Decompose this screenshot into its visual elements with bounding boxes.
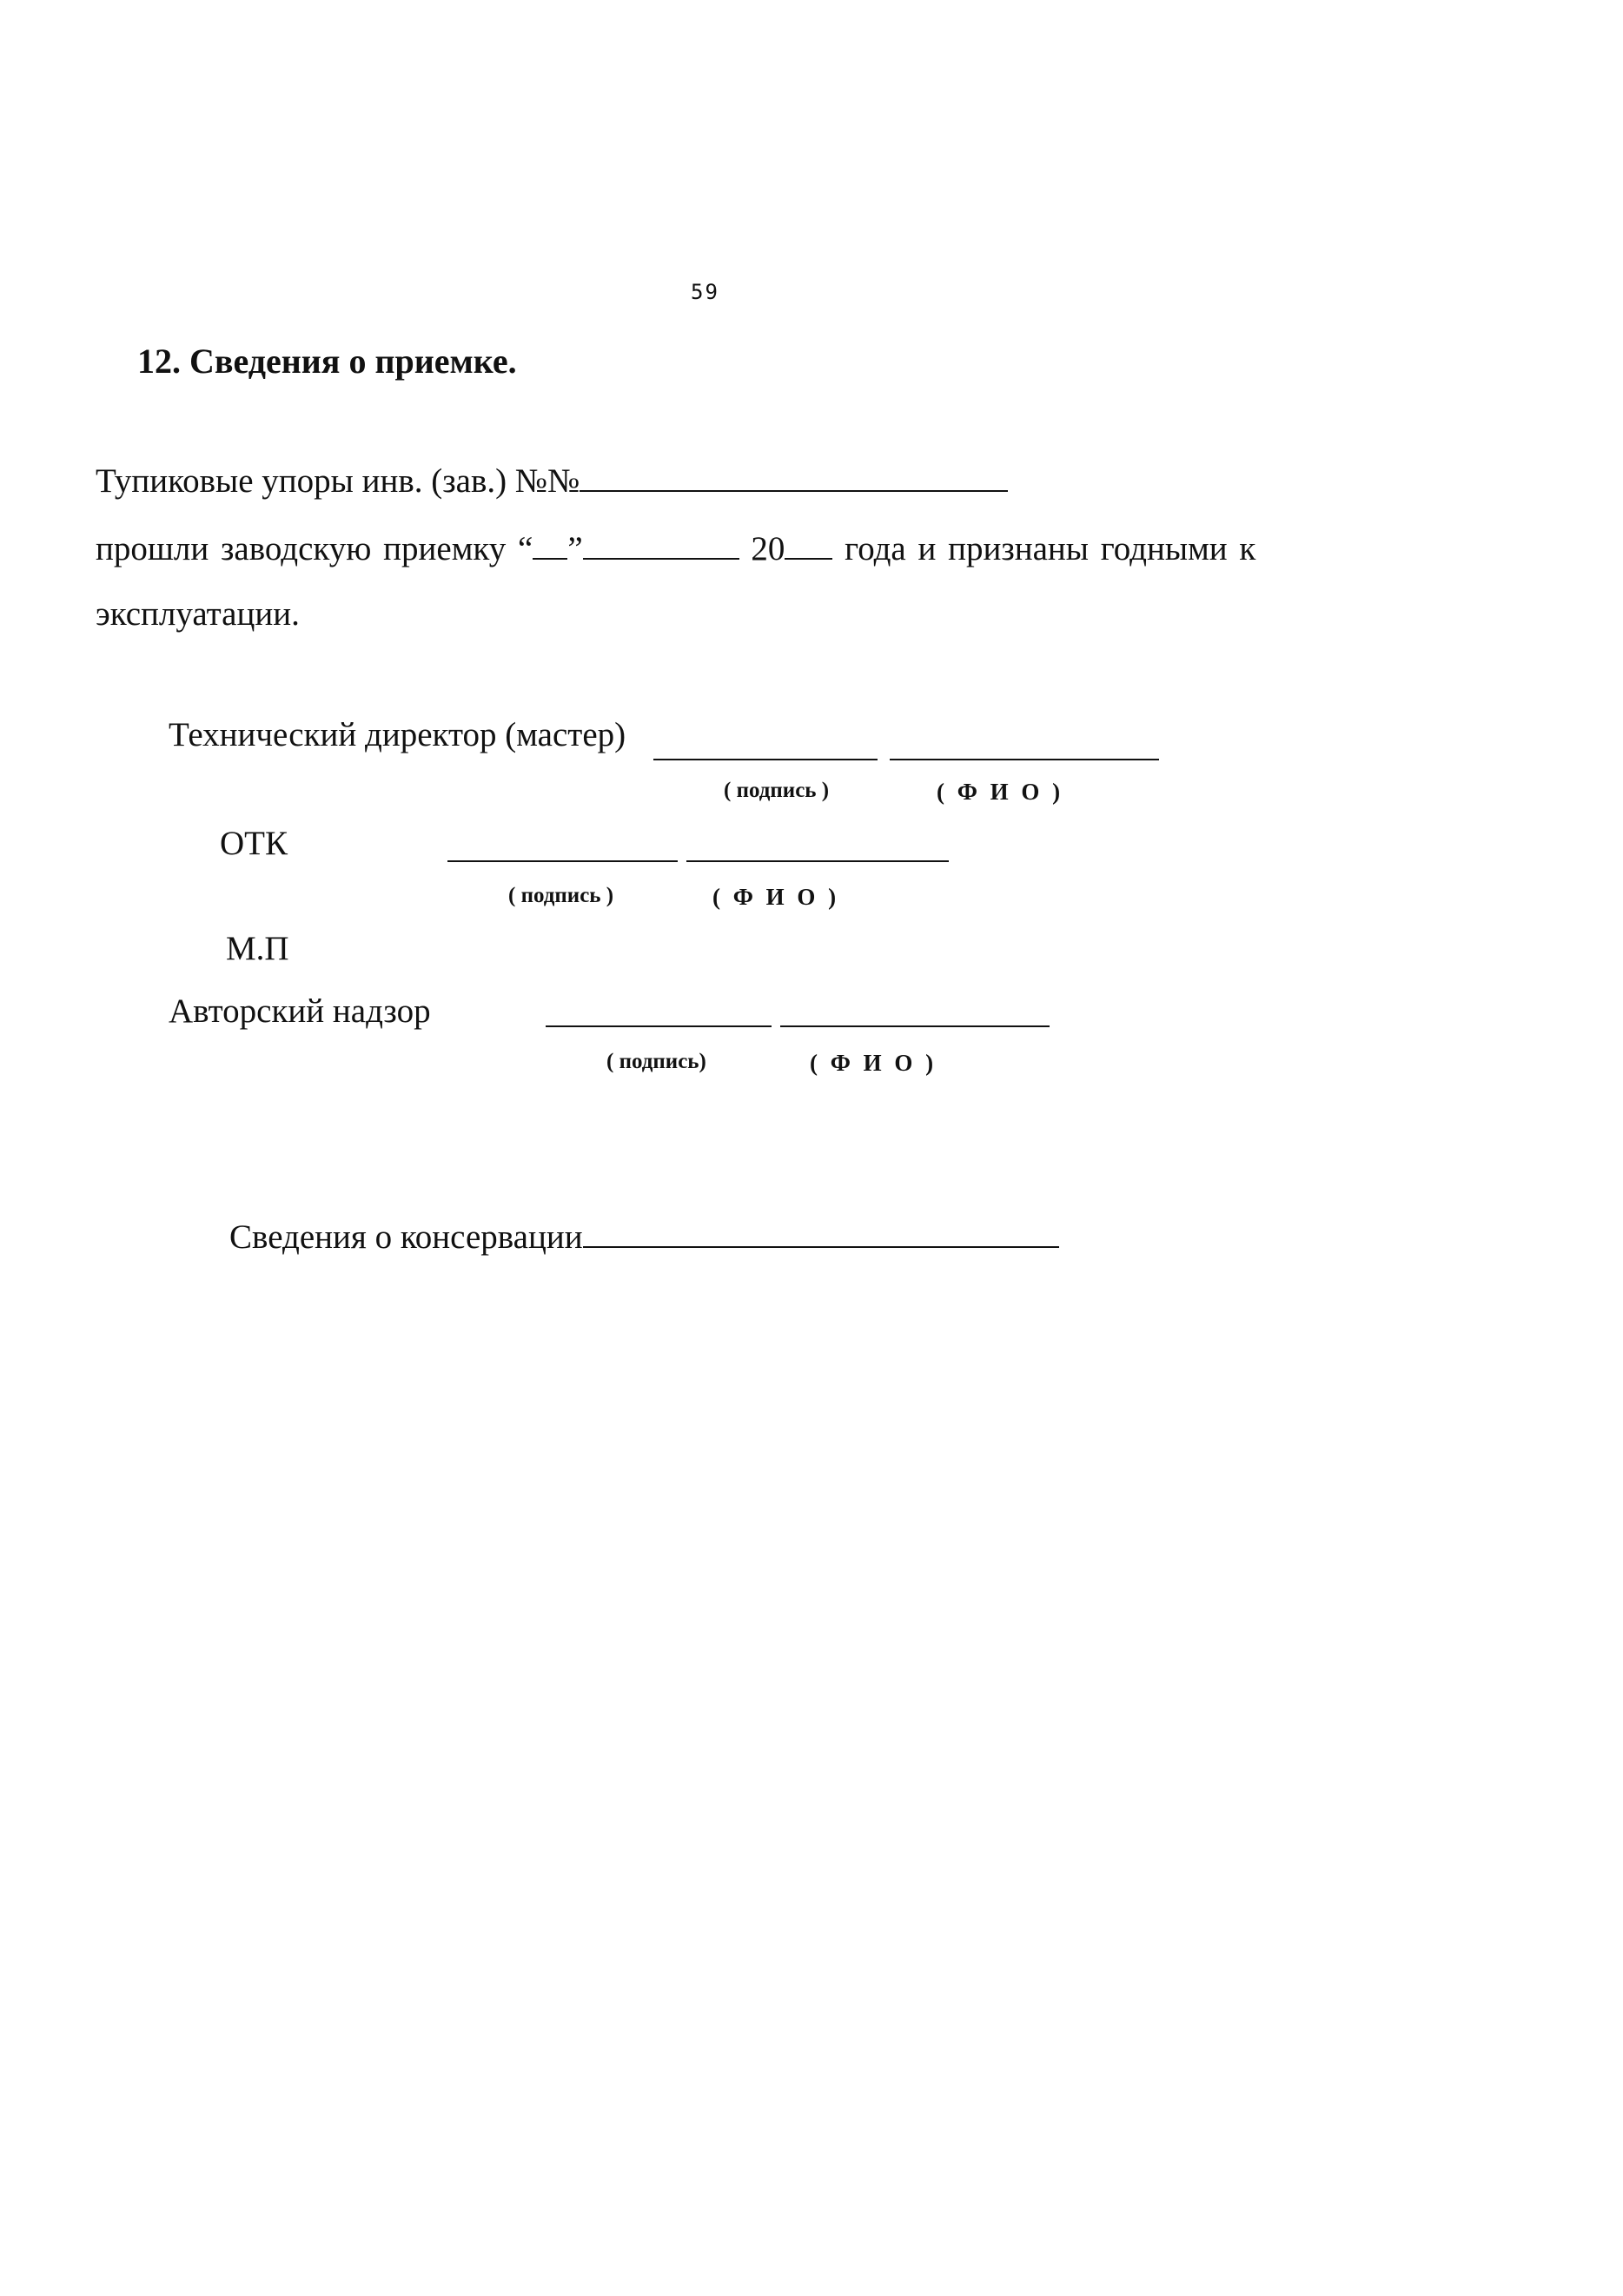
tech-director-fio-caption: ( Ф И О ) bbox=[937, 779, 1064, 805]
otk-fio-caption: ( Ф И О ) bbox=[712, 884, 840, 910]
acceptance-year-prefix: 20 bbox=[751, 530, 785, 567]
acceptance-date-prefix: прошли заводскую приемку “ bbox=[96, 530, 533, 567]
author-supervision-signature-field[interactable] bbox=[546, 1025, 772, 1027]
acceptance-line-3: эксплуатации. bbox=[96, 595, 300, 633]
otk-signature-field[interactable] bbox=[447, 860, 678, 862]
tech-director-signature-caption: ( подпись ) bbox=[724, 779, 830, 802]
acceptance-line-2 bbox=[96, 528, 1255, 570]
inventory-numbers-label: Тупиковые упоры инв. (зав.) №№ bbox=[96, 462, 580, 500]
acceptance-month-field[interactable] bbox=[583, 532, 739, 560]
acceptance-day-field[interactable] bbox=[533, 532, 567, 560]
author-supervision-fio-caption: ( Ф И О ) bbox=[810, 1050, 937, 1076]
conservation-line bbox=[229, 1217, 1059, 1258]
acceptance-year-field[interactable] bbox=[785, 532, 832, 560]
acceptance-quote-close: ” bbox=[567, 530, 583, 567]
acceptance-line-1 bbox=[96, 461, 1008, 502]
otk-signature-caption: ( подпись ) bbox=[508, 884, 614, 907]
stamp-placeholder: М.П bbox=[226, 930, 289, 967]
tech-director-fio-field[interactable] bbox=[890, 759, 1159, 760]
conservation-field[interactable] bbox=[583, 1220, 1059, 1248]
author-supervision-label: Авторский надзор bbox=[169, 992, 431, 1030]
inventory-numbers-field[interactable] bbox=[580, 464, 1008, 492]
tech-director-signature-field[interactable] bbox=[653, 759, 878, 760]
otk-fio-field[interactable] bbox=[686, 860, 949, 862]
author-supervision-signature-caption: ( подпись) bbox=[606, 1050, 706, 1073]
acceptance-date-suffix: года и признаны годными к bbox=[845, 530, 1256, 567]
conservation-label: Сведения о консервации bbox=[229, 1218, 583, 1256]
otk-label: ОТК bbox=[220, 825, 288, 862]
page-number: 59 bbox=[691, 280, 719, 304]
tech-director-label: Технический директор (мастер) bbox=[169, 716, 626, 753]
section-heading: 12. Сведения о приемке. bbox=[137, 342, 517, 381]
author-supervision-fio-field[interactable] bbox=[780, 1025, 1050, 1027]
